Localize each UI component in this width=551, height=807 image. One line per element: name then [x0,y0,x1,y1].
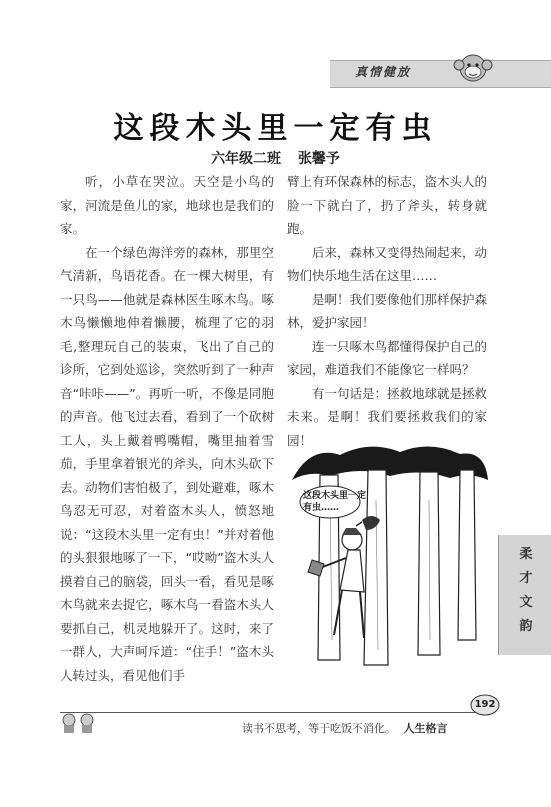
paragraph: 在一个绿色海洋旁的森林，那里空气清新，鸟语花香。在一棵大树里，有一只鸟——他就是森林医生啄木鸟。啄木鸟懒懒地伸着懒腰，梳理了它的羽毛,整理玩自己的装束，飞出了自己的诊所，它到处巡诊，突然听到了一种声音“咔咔——”。再听一听，不像是同胞的声音。他飞过去看，看到了一个砍树工人，头上戴着鸭嘴帽，嘴里抽着雪茄，手里拿着银光的斧头，向木头砍下去。动物们害怕极了，到处避难，啄木鸟忍无可忍，对着盗木头人，愤怒地说：“这段木头里一定有虫！”并对着他的头狠狠地啄了一下，“哎呦”盗木头人摸着自己的脑袋，回头一看，看见是啄木鸟就来去捉它，啄木鸟一看盗木头人要抓自己，机灵地躲开了。这时，来了一群人，大声呵斥道：“住手！”盗木头人转过头，看见他们手 [60,244,274,683]
paragraph: 后来，森林又变得热闹起来，动物们快乐地生活在这里…… [287,244,488,283]
footer-quote-source: 人生格言 [403,722,448,735]
paragraph: 听，小草在哭泣。天空是小鸟的家，河流是鱼儿的家，地球也是我们的家。 [60,174,274,236]
byline-class: 六年级二班 [211,151,282,167]
article-title: 这段木头里一定有虫 [113,111,438,146]
side-tab-char: 韵 [519,619,533,634]
kids-decoration-icon [60,712,96,734]
paragraph: 连一只啄木鸟都懂得保护自己的家园，难道我们不能像它一样吗？ [287,338,488,377]
side-tab-char: 文 [519,595,533,610]
side-tab-label [507,543,545,639]
footer-quote [242,720,448,736]
page-number: 192 [474,699,496,710]
side-tab-char: 才 [519,571,533,586]
section-tag: 真情健放 [355,65,412,79]
footer-quote-text: 读书不思考，等于吃饭不消化。 [242,722,396,735]
paragraph: 有一句话是：拯救地球就是拯救未来。是啊！我们要拯救我们的家园！ [287,385,488,448]
byline-author: 张馨予 [297,151,340,167]
side-tab-char: 柔 [519,547,533,562]
woodpecker-forest-illustration [290,440,490,670]
byline [0,148,551,168]
paragraph: 是啊！我们要像他们那样保护森林，爱护家园！ [287,291,488,330]
right-column [287,170,487,452]
paragraph: 臂上有环保森林的标志，盗木头人的脸一下就白了，扔了斧头，转身就跑。 [287,174,488,236]
monkey-mascot-icon [452,48,494,88]
illustration-caption: 这段木头里一定有虫…… [303,491,367,513]
footer-rule [60,712,480,713]
side-section-tab [498,535,551,655]
left-column [60,170,274,687]
